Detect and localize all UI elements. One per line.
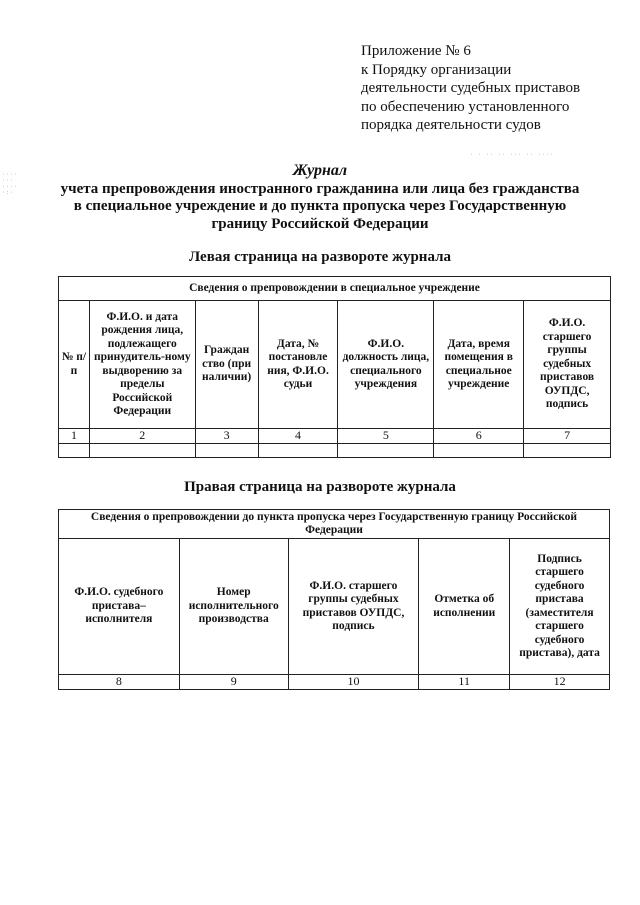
column-number: 8 (59, 675, 180, 690)
column-number: 6 (434, 429, 524, 444)
empty-cell (195, 444, 258, 458)
appendix-line: Приложение № 6 (361, 43, 471, 59)
title-word: Журнал (292, 162, 348, 179)
column-header: № п/п (59, 301, 90, 429)
column-header: Дата, № постановле ния, Ф.И.О. судьи (258, 301, 338, 429)
column-header: Ф.И.О. должность лица, специального учреждения (338, 301, 434, 429)
group-header: Сведения о препровождении до пункта пропуска через Государственную границу Российской Федерации (59, 510, 610, 539)
empty-cell (59, 444, 90, 458)
column-header: Граждан ство (при наличии) (195, 301, 258, 429)
right-page-heading: Правая страница на развороте журнала (184, 479, 456, 495)
column-header: Ф.И.О. судебного пристава– исполнителя (59, 539, 180, 675)
appendix-line: деятельности судебных приставов (361, 80, 581, 96)
left-page-table (58, 276, 611, 458)
appendix-note (361, 42, 631, 135)
scan-artifact: · · ·· ·· ··· ·· ···· (470, 152, 555, 158)
column-number: 10 (288, 675, 419, 690)
column-header: Отметка об исполнении (419, 539, 510, 675)
empty-cell (434, 444, 524, 458)
column-number: 3 (195, 429, 258, 444)
column-number: 7 (524, 429, 611, 444)
title-line: учета препровождения иностранного гражданина или лица без гражданства (60, 180, 580, 197)
column-header: Дата, время помещения в специальное учреждение (434, 301, 524, 429)
title-line: в специальное учреждение и до пункта пропуска через Государственную (73, 198, 567, 214)
column-header: Подпись старшего судебного пристава (заместителя старшего судебного пристава), дата (510, 539, 610, 675)
group-header: Сведения о препровождении в специальное учреждение (59, 277, 611, 301)
title-line: границу Российской Федерации (211, 215, 429, 232)
appendix-line: к Порядку организации (361, 61, 512, 78)
column-number: 2 (89, 429, 195, 444)
column-number: 1 (59, 429, 90, 444)
column-number: 9 (179, 675, 288, 690)
document-title (40, 162, 600, 233)
left-page-heading: Левая страница на развороте журнала (188, 249, 452, 265)
appendix-line: по обеспечению установленного (361, 98, 570, 115)
column-header: Ф.И.О. старшего группы судебных приставов ОУПДС, подпись (524, 301, 611, 429)
empty-cell (338, 444, 434, 458)
column-number: 4 (258, 429, 338, 444)
column-number: 12 (510, 675, 610, 690)
empty-cell (258, 444, 338, 458)
right-page-table (58, 509, 610, 690)
column-header: Ф.И.О. и дата рождения лица, подлежащего принудитель-ному выдворению за пределы Российской Федерации (89, 301, 195, 429)
appendix-line: порядка деятельности судов (361, 117, 541, 133)
column-header: Номер исполнительного производства (179, 539, 288, 675)
column-header: Ф.И.О. старшего группы судебных приставов ОУПДС, подпись (288, 539, 419, 675)
empty-cell (89, 444, 195, 458)
scan-artifact: ···· ··· ···· ·:· (2, 172, 19, 196)
column-number: 11 (419, 675, 510, 690)
empty-cell (524, 444, 611, 458)
column-number: 5 (338, 429, 434, 444)
